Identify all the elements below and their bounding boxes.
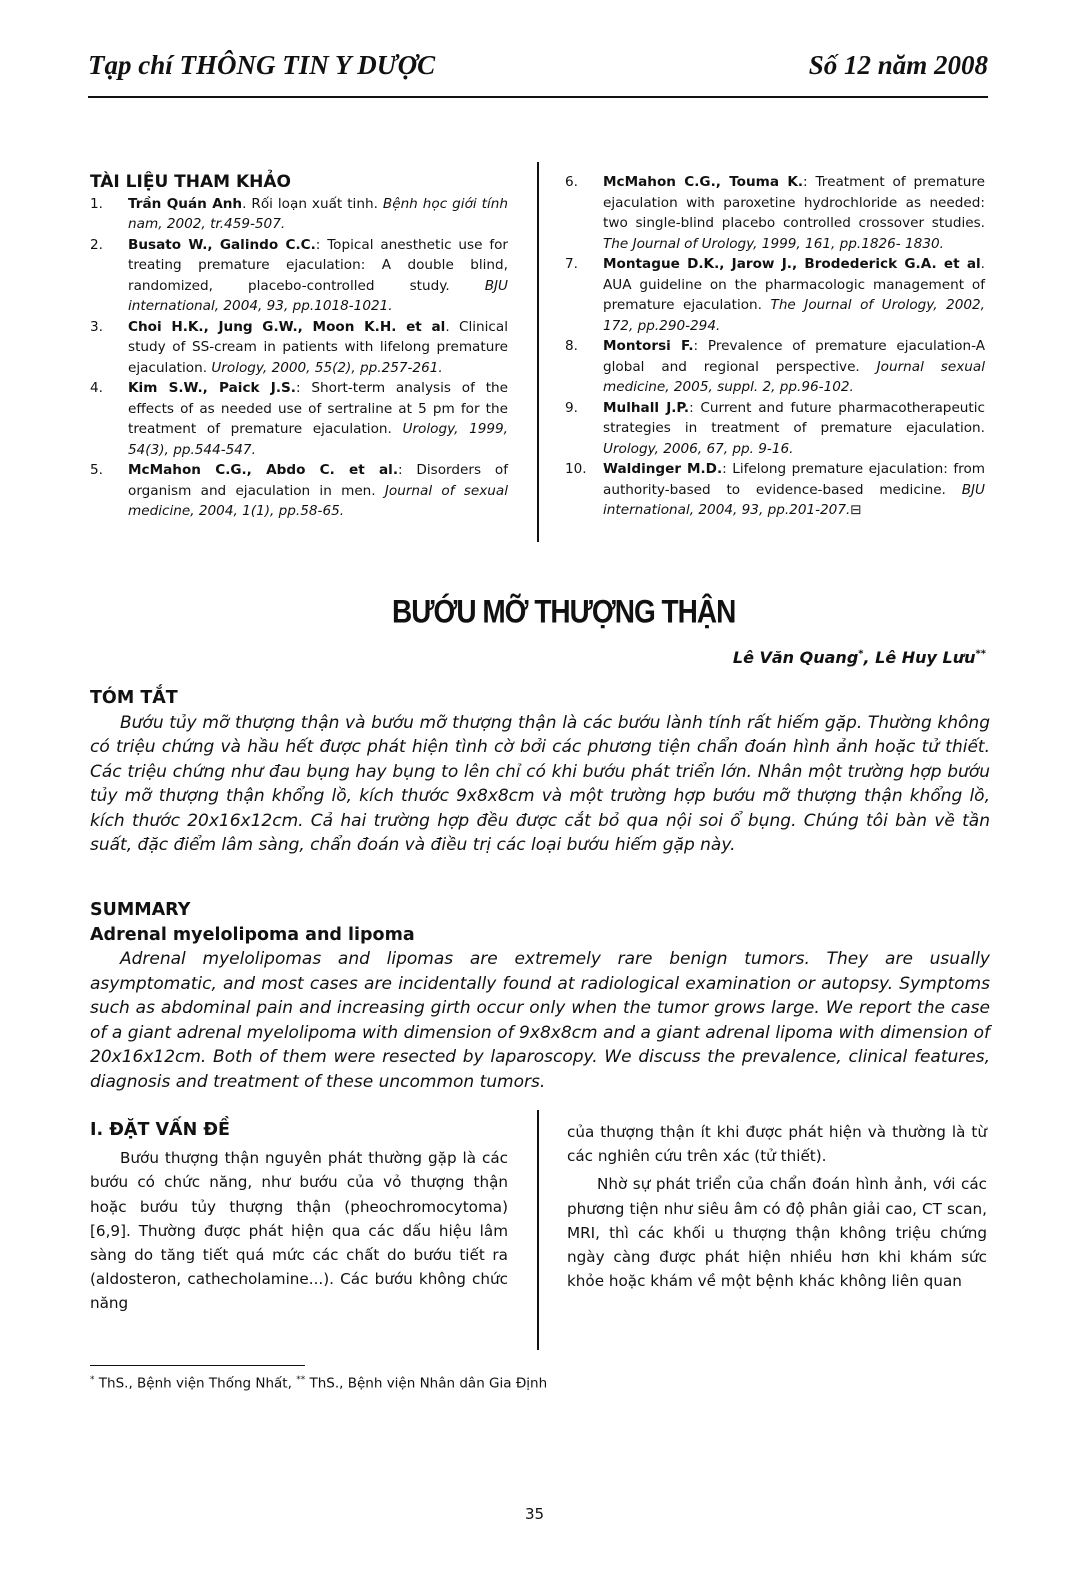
reference-number: 10. [565,461,587,477]
reference-item [90,317,508,379]
references-heading: TÀI LIỆU THAM KHẢO [90,172,291,192]
reference-sep: : [295,380,312,396]
reference-number: 1. [90,195,103,212]
reference-sep: . [445,318,459,335]
reference-sep: : [689,399,701,416]
reference-authors: Montorsi F. [603,338,694,354]
references-right-column [565,172,985,521]
reference-title: Lifelong premature ejaculation: from authority-based to evidence-based medicine. [603,461,986,498]
reference-title: Treatment of premature ejaculation with paroxetine hydrochloride as needed: two single-blind placebo controlled crossover studies. [603,174,985,231]
reference-number: 2. [90,236,103,253]
column-divider [537,1110,539,1350]
reference-source: BJU international, 2004, 93, pp.1018-1021. [128,277,508,314]
footnote [90,1375,547,1392]
summary-subtitle: Adrenal myelolipoma and lipoma [90,924,415,945]
reference-item [90,235,508,317]
article-authors [733,648,986,667]
author-1: Lê Văn Quang [732,648,859,667]
reference-number: 4. [90,380,103,396]
reference-number: 6. [565,174,578,190]
reference-authors: McMahon C.G., Abdo C. et al. [128,462,398,478]
reference-authors: Waldinger M.D. [603,461,723,477]
reference-authors: Choi H.K., Jung G.W., Moon K.H. et al [128,318,446,335]
summary-heading: SUMMARY [90,900,191,920]
reference-source: The Journal of Urology, 2002, 172, pp.290-294. [603,297,986,334]
reference-text [603,336,985,398]
reference-sep: : [803,174,816,190]
page-number: 35 [525,1505,545,1523]
reference-source: Urology, 2000, 55(2), pp.257-261. [211,359,443,376]
reference-number: 3. [90,318,103,335]
reference-number: 5. [90,462,103,478]
header-rule [88,96,988,98]
reference-text [128,194,508,235]
footnote-text: ThS., Bệnh viện Thống Nhất, [94,1375,297,1392]
reference-text [603,172,985,254]
reference-item [565,459,985,521]
body-paragraph: Nhờ sự phát triển của chẩn đoán hình ảnh, với các phương tiện như siêu âm có độ phân giải cao, CT scan, MRI, thì các khối u thượng thận không triệu chứng ngày càng được phát hiện nhiều hơn khi khám sức khỏe hoặc khám về một bệnh khác không liên quan [567,1175,987,1291]
footnote-mark: ** [296,1375,306,1385]
reference-number: 9. [565,399,578,416]
author-2-mark: ** [975,648,986,660]
reference-text [603,459,985,521]
issue-number: Số 12 năm 2008 [808,50,988,80]
reference-sep: : [722,461,733,477]
reference-item [565,336,985,398]
reference-title: Clinical study of SS-cream in patients with lifelong premature ejaculation. [128,318,508,376]
reference-title: Rối loạn xuất tinh. [251,195,383,212]
reference-title: Current and future pharmacotherapeutic strategies in treatment of premature ejaculation. [603,399,985,436]
journal-name: Tạp chí THÔNG TIN Y DƯỢC [88,50,436,80]
body-paragraph: của thượng thận ít khi được phát hiện và thường là từ các nghiên cứu trên xác (tử thiết). [567,1123,987,1166]
reference-text [603,254,985,336]
reference-number: 8. [565,338,578,354]
reference-authors: Mulhall J.P. [603,399,690,416]
abstract-vi-text: Bướu tủy mỡ thượng thận và bướu mỡ thượng thận là các bướu lành tính rất hiếm gặp. Thường không có triệu chứng và hầu hết được phát hiện tình cờ bởi các phương tiện chẩn đoán hình ảnh hoặc tử thiết. Các triệu chứng như đau bụng hay bụng to lên chỉ có khi bướu phát triển lớn. Nhân một trường hợp bướu tủy mỡ thượng thận khổng lồ, kích thước 9x8x8cm và một trường hợp bướu mỡ thượng thận khổng lồ, kích thước 20x16x12cm. Cả hai trường hợp đều được cắt bỏ qua nội soi ổ bụng. Chúng tôi bàn về tần suất, đặc điểm lâm sàng, chẩn đoán và điều trị các loại bướu hiếm gặp này. [90,712,990,855]
summary-text: Adrenal myelolipomas and lipomas are extremely rare benign tumors. They are usually asymptomatic, and most cases are incidentally found at radiological examination or autopsy. Symptoms such as abdominal pain and increasing girth occur only when the tumor grows large. We report the case of a giant adrenal myelolipoma with dimension of 9x8x8cm and a giant adrenal lipoma with dimension of 20x16x12cm. Both of them were resected by laparoscopy. We discuss the prevalence, clinical features, diagnosis and treatment of these uncommon tumors. [90,949,990,1092]
reference-number: 7. [565,256,578,272]
reference-title: AUA guideline on the pharmacologic management of premature ejaculation. [603,276,985,313]
abstract-vietnamese [90,686,990,858]
column-divider [537,162,539,542]
reference-sep: . [980,256,985,272]
reference-title: Disorders of organism and ejaculation in men. [128,462,508,499]
reference-item [90,460,508,522]
body-left-column [90,1118,508,1316]
reference-source: Urology, 1999, 54(3), pp.544-547. [128,421,508,458]
reference-title: Short-term analysis of the effects of as needed use of sertraline at 5 pm for the treatment of premature ejaculation. [128,380,509,437]
reference-text [128,317,508,379]
reference-item [565,172,985,254]
reference-source: Urology, 2006, 67, pp. 9-16. [603,440,794,457]
reference-authors: Montague D.K., Jarow J., Brodederick G.A. et al [603,256,981,272]
footnote-mark: * [90,1375,95,1385]
reference-source: Journal of sexual medicine, 2004, 1(1), pp.58-65. [128,482,508,519]
reference-title: Prevalence of premature ejaculation-A global and regional perspective. [603,338,985,375]
reference-authors: McMahon C.G., Touma K. [603,174,804,190]
author-1-mark: * [858,648,864,660]
reference-source: Bệnh học giới tính nam, 2002, tr.459-507. [128,195,508,232]
reference-text [603,398,985,460]
section-heading: I. ĐẶT VẤN ĐỀ [90,1120,230,1140]
footnote-text: ThS., Bệnh viện Nhân dân Gia Định [305,1375,548,1392]
reference-authors: Busato W., Galindo C.C. [128,236,316,253]
body-right-column [567,1120,987,1293]
reference-item [565,254,985,336]
reference-text [128,378,508,460]
reference-sep: : [397,462,417,478]
reference-sep: . [242,195,252,212]
reference-source: Journal sexual medicine, 2005, suppl. 2, pp.96-102. [603,358,985,395]
reference-authors: Kim S.W., Paick J.S. [128,380,296,396]
end-mark-icon: ⊟ [850,502,862,518]
body-paragraph: Bướu thượng thận nguyên phát thường gặp là các bướu có chức năng, như bướu của vỏ thượng thận hoặc bướu tủy thượng thận (pheochromocytoma) [6,9]. Thường được phát hiện qua các dấu hiệu lâm sàng do tăng tiết quá mức các chất do bướu tiết ra (aldosteron, cathecholamine...). Các bướu không chức năng [90,1149,508,1313]
abstract-english [90,898,990,1094]
article-title: BƯỚU MỠ THƯỢNG THẬN [392,593,736,630]
reference-sep: : [693,338,708,354]
reference-text [128,235,508,317]
reference-text [128,460,508,522]
reference-authors: Trần Quán Anh [128,195,243,212]
references-left-column [90,172,508,522]
reference-item [90,194,508,235]
reference-source: The Journal of Urology, 1999, 161, pp.1826- 1830. [603,235,944,252]
author-separator: , [863,648,876,667]
reference-item [90,378,508,460]
reference-title: Topical anesthetic use for treating premature ejaculation: A double blind, randomized, placebo-controlled study. [128,236,509,294]
footnote-rule [90,1365,305,1366]
abstract-vi-heading: TÓM TẮT [90,688,178,708]
reference-source: BJU international, 2004, 93, pp.201-207. [603,481,985,518]
reference-sep: : [315,236,328,253]
author-2: Lê Huy Lưu [875,648,976,667]
running-header [88,50,988,90]
reference-item [565,398,985,460]
